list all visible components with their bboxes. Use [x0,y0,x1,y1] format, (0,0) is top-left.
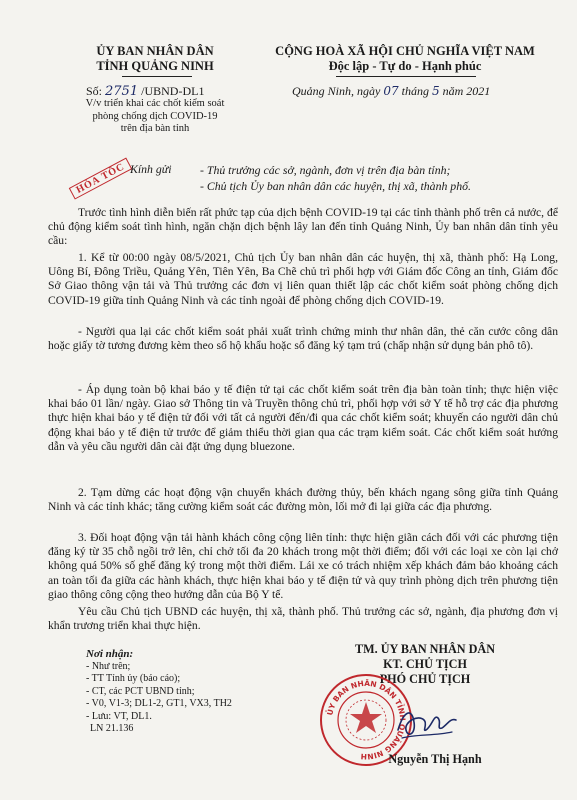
body-item-1a: - Người qua lại các chốt kiểm soát phải xuất trình chứng minh thư nhân dân, thẻ căn cước công dân hoặc giấy tờ tương đương kèm theo sổ hộ khẩu hoặc sổ đăng ký tạm trú (chấp nhận sử dụng bản phô tô). [48,325,558,353]
doc-number-prefix: Số: [86,84,103,98]
subject-line2: phòng chống dịch COVID-19 [92,110,218,122]
date-day: 07 [383,84,399,98]
date-place: Quảng Ninh, ngày [292,84,381,98]
recipient-1: - Thủ trưởng các sở, ngành, đơn vị trên địa bàn tỉnh; [200,163,451,177]
signature-line2: KT. CHỦ TỊCH [383,657,467,671]
subject-block [60,98,250,136]
distribution-title: Nơi nhận: [86,648,134,660]
signature-line3: PHÓ CHỦ TỊCH [379,672,471,686]
seal-text: ỦY BAN NHÂN DÂN TỈNH QUẢNG NINH [325,678,408,762]
signer-name: Nguyễn Thị Hạnh [388,752,482,766]
date-month: 5 [431,84,440,98]
recipients-list [200,162,471,194]
national-header [245,44,565,74]
date-year: năm 2021 [442,84,491,98]
national-motto: Độc lập - Tự do - Hạnh phúc [328,59,482,73]
distribution-item: - V0, V1-3; DL1-2, GT1, VX3, TH2 [86,698,232,709]
handwritten-signature [392,700,462,746]
distribution-item: - Lưu: VT, DL1. [86,710,152,722]
distribution-item: - Như trên; [86,660,131,672]
motto-underline [336,76,476,77]
subject-line3: trên địa bàn tỉnh [120,123,190,134]
recipients-label: Kính gửi [130,162,172,176]
body-item-1b: - Áp dụng toàn bộ khai báo y tế điện tử tại các chốt kiểm soát trên địa bàn toàn tỉnh; thực hiện việc khai báo 01 lần/ ngày. Giao sở Thông tin và Truyền thông chủ trì, phối hợp với sở Y tế hỗ trợ các địa phương thực hiện khai báo y tế điện tử đối với tất cả người đến/đi qua các chốt kiểm soát; khuyến cáo người dân chủ động khai báo y tế điện tử trước để giảm thiểu thời gian qua các trạm kiểm soát. Các chốt kiểm soát hướng dẫn và yêu cầu người dân cài đặt ứng dụng bluezone. [48,383,558,453]
distribution-list [86,648,306,736]
national-title: CỘNG HOÀ XÃ HỘI CHỦ NGHĨA VIỆT NAM [275,44,535,58]
distribution-item: - TT Tỉnh ủy (báo cáo); [86,673,181,684]
signature-line1: TM. ỦY BAN NHÂN DÂN [354,642,496,656]
body-item-1: 1. Kể từ 00:00 ngày 08/5/2021, Chủ tịch Ủy ban nhân dân các huyện, thị xã, thành phố: Hạ Long, Uông Bí, Đông Triều, Quảng Yên, Tiên Yên, Ba Chẽ chủ trì phối hợp với Giám đốc Công an tỉnh, Giám đốc Sở Giao thông vận tải và Thủ trưởng các đơn vị liên quan thiết lập các chốt kiểm soát phòng chống dịch COVID-19 giữa tỉnh Quảng Ninh và các tỉnh ngoài để phòng chống dịch COVID-19. [48,251,558,307]
issuer-line1: ỦY BAN NHÂN DÂN [96,44,214,58]
recipient-2: - Chủ tịch Ủy ban nhân dân các huyện, thị xã, thành phố. [200,179,471,193]
issue-date [292,84,490,99]
body-item-2: 2. Tạm dừng các hoạt động vận chuyển khách đường thủy, bến khách ngang sông giữa tỉnh Quảng Ninh và các tỉnh khác; tăng cường kiểm soát các đường mòn, lối mở đi lại giữa các địa phương. [48,486,558,514]
document-number [86,84,204,99]
urgent-stamp: HỎA TỐC [69,157,133,199]
doc-number-suffix: /UBND-DL1 [141,84,205,98]
body-closing: Yêu cầu Chủ tịch UBND các huyện, thị xã, thành phố. Thủ trưởng các sở, ngành, địa phương đơn vị khẩn trương triển khai thực hiện. [48,605,558,633]
doc-number-handwritten: 2751 [105,84,139,99]
body-intro: Trước tình hình diễn biến rất phức tạp của dịch bệnh COVID-19 tại các tỉnh thành phố trên cả nước, để chủ động kiểm soát tình hình, ngăn chặn dịch bệnh lây lan đến tỉnh Quảng Ninh, Ủy ban nhân dân tỉnh yêu cầu: [48,206,558,248]
issuer-underline [122,76,192,77]
subject-line1: V/v triển khai các chốt kiểm soát [85,98,225,109]
distribution-item: - CT, các PCT UBND tỉnh; [86,685,195,697]
issuer-block [60,44,250,74]
issuer-line2: TỈNH QUẢNG NINH [96,59,214,73]
body-item-3: 3. Đối hoạt động vận tải hành khách công cộng liên tỉnh: thực hiện giãn cách đối với các phương tiện đăng ký từ 35 chỗ ngồi trở lên, chỉ chở tối đa 20 khách trong một thời điểm; đối với các loại xe còn lại chở không quá 50% số ghế đăng ký trong một thời điểm. Lái xe có trách nhiệm xếp khách đảm bảo khoảng cách an toàn tối đa giữa các hành khách, thực hiện khai báo y tế điện tử và quy trình phòng dịch trên phương tiện giao thông công cộng theo hướng dẫn của Bộ Y tế. [48,531,558,601]
distribution-item: LN 21.136 [90,723,134,734]
date-month-label: tháng [401,84,429,98]
